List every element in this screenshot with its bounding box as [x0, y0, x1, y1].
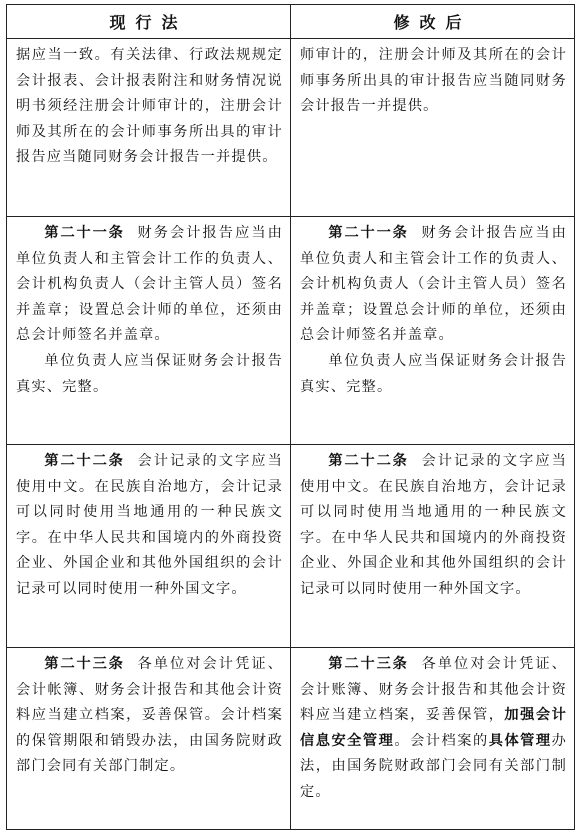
- article-text: 办法，由国务院财政部门会同有关部门制定。: [300, 732, 568, 800]
- row2-left-para2: 单位负责人应当保证财务会计报告真实、完整。: [16, 352, 283, 395]
- article-heading: 第二十三条: [44, 656, 125, 672]
- article-text: 各单位对会计凭证、会计帐簿、财务会计报告和其他会计资料应当建立档案，妥善保管。会计档案的保管期限和销毁办法，由国务院财政部门会同有关部门制定。: [16, 656, 283, 775]
- row1-left-cell: [7, 39, 291, 217]
- row2-right-para1: [300, 221, 567, 349]
- article-text: 。会计档案的: [394, 732, 489, 749]
- article-heading: 第二十二条: [44, 453, 125, 469]
- row3-left-para1: [16, 449, 283, 603]
- article-heading: 第二十一条: [328, 225, 409, 241]
- article-heading: 第二十二条: [328, 453, 409, 469]
- article-text: 财务会计报告应当由单位负责人和主管会计工作的负责人、会计机构负责人（会计主管人员）签名并盖章；设置总会计师的单位，还须由总会计师签名并盖章。: [16, 225, 283, 344]
- row4-right-para1: [300, 652, 567, 806]
- amendment-highlight: 加强会计信息安全管理: [300, 707, 567, 749]
- article-text: 财务会计报告应当由单位负责人和主管会计工作的负责人、会计机构负责人（会计主管人员）签名并盖章；设置总会计师的单位，还须由总会计师签名并盖章。: [300, 225, 567, 344]
- row2-left-cell: [7, 217, 291, 445]
- row3-right-cell: [291, 445, 574, 648]
- row2-left-para1: [16, 221, 283, 349]
- article-heading: 第二十一条: [44, 225, 125, 241]
- row1-left-text: 据应当一致。有关法律、行政法规规定会计报表、会计报表附注和财务情况说明书须经注册会计师审计的，注册会计师及其所在的会计师事务所出具的审计报告应当随同财务会计报告一并提供。: [16, 47, 283, 166]
- row2-right-cell: [291, 217, 574, 445]
- article-text: 会计记录的文字应当使用中文。在民族自治地方，会计记录可以同时使用当地通用的一种民族文字。在中华人民共和国境内的外商投资企业、外国企业和其他外国组织的会计记录可以同时使用一种外国文字。: [16, 453, 283, 597]
- article-text: 各单位对会计凭证、会计账簿、财务会计报告和其他会计资料应当建立档案，妥善保管，: [300, 656, 567, 724]
- article-heading: 第二十三条: [328, 656, 409, 672]
- row4-left-cell: [7, 648, 291, 829]
- row1-right-cell: [291, 39, 574, 217]
- comparison-table: [6, 4, 575, 830]
- row3-right-para1: [300, 449, 567, 603]
- row1-right-text: 师审计的，注册会计师及其所在的会计师事务所出具的审计报告应当随同财务会计报告一并提供。: [300, 47, 567, 115]
- row2-right-para2: 单位负责人应当保证财务会计报告真实、完整。: [300, 352, 567, 395]
- header-revised: 修改后: [291, 5, 574, 39]
- article-text: 会计记录的文字应当使用中文。在民族自治地方，会计记录可以同时使用当地通用的一种民族文字。在中华人民共和国境内的外商投资企业、外国企业和其他外国组织的会计记录可以同时使用一种外国文字。: [300, 453, 567, 597]
- row3-left-cell: [7, 445, 291, 648]
- row4-left-para1: [16, 652, 283, 780]
- amendment-highlight: 具体管理: [488, 732, 552, 749]
- row4-right-cell: [291, 648, 574, 829]
- header-current-law: 现行法: [7, 5, 291, 39]
